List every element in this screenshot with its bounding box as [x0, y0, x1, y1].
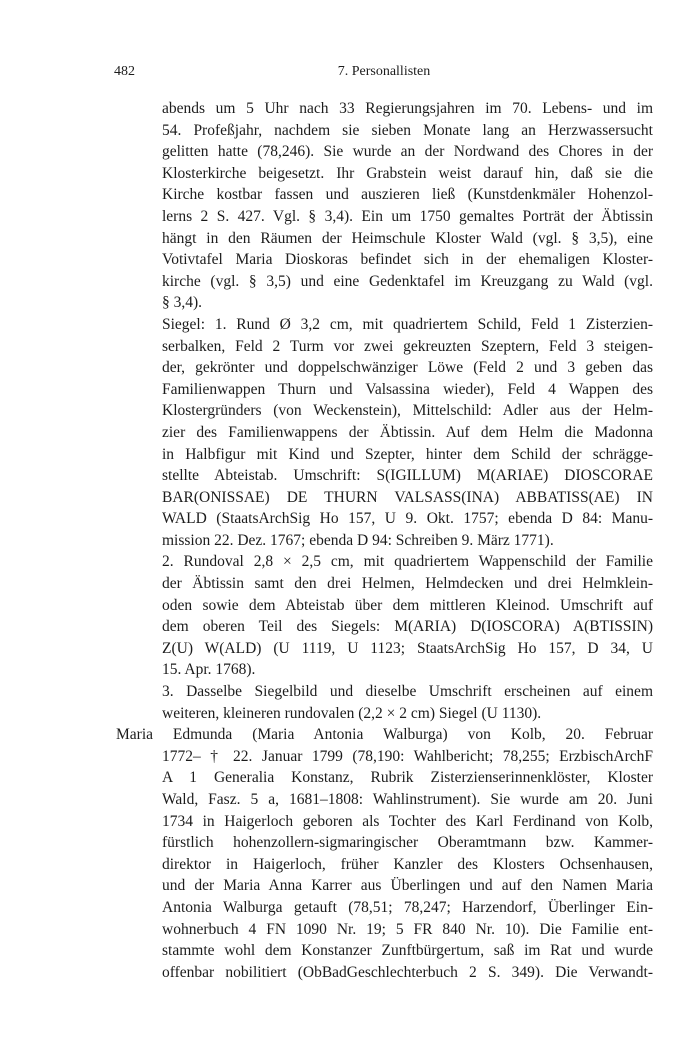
- text-line: stammte wohl dem Konstanzer Zunftbürgertum, saß im Rat und wurde: [162, 942, 653, 960]
- text-line: offenbar nobilitiert (ObBadGeschlechterbuch 2 S. 349). Die Verwandt-: [162, 963, 653, 981]
- text-line: 54. Profeßjahr, nachdem sie sieben Monate lang an Herzwassersucht: [162, 121, 653, 139]
- text-line: § 3,4).: [162, 294, 203, 312]
- text-line: der Äbtissin samt den drei Helmen, Helmdecken und drei Helmklein-: [162, 575, 653, 593]
- text-line: Siegel: 1. Rund Ø 3,2 cm, mit quadriertem Schild, Feld 1 Zisterzien-: [162, 315, 653, 333]
- text-line: Votivtafel Maria Dioskoras befindet sich in der ehemaligen Kloster-: [162, 251, 653, 269]
- text-line: dem oberen Teil des Siegels: M(ARIA) D(IOSCORA) A(BTISSIN): [162, 618, 653, 636]
- text-line: lerns 2 S. 427. Vgl. § 3,4). Ein um 1750 gemaltes Porträt der Äbtissin: [162, 207, 653, 225]
- text-line: oden sowie dem Abteistab über dem mittleren Kleinod. Umschrift auf: [162, 596, 653, 614]
- page-header: [114, 64, 654, 84]
- text-line: stellte Abteistab. Umschrift: S(IGILLUM) M(ARIAE) DIOSCORAE: [162, 467, 653, 485]
- text-line: Kirche kostbar fassen und auszieren ließ (Kunstdenkmäler Hohenzol-: [162, 186, 653, 204]
- text-line: direktor in Haigerloch, früher Kanzler des Klosters Ochsenhausen,: [162, 855, 653, 873]
- text-line: fürstlich hohenzollern-sigmaringischer Oberamtmann bzw. Kammer-: [162, 834, 653, 852]
- text-line: Klosterkirche beigesetzt. Ihr Grabstein weist darauf hin, daß sie die: [162, 164, 653, 182]
- text-line: 1772– † 22. Januar 1799 (78,190: Wahlbericht; 78,255; ErzbischArchF: [162, 747, 653, 765]
- text-line: A 1 Generalia Konstanz, Rubrik Zisterzienserinnenklöster, Kloster: [162, 769, 653, 787]
- text-line: Wald, Fasz. 5 a, 1681–1808: Wahlinstrument). Sie wurde am 20. Juni: [162, 791, 653, 808]
- running-head: 7. Personallisten: [337, 64, 431, 79]
- text-line: Z(U) W(ALD) (U 1119, U 1123; StaatsArchSig Ho 157, D 34, U: [162, 639, 653, 657]
- text-line: 2. Rundoval 2,8 × 2,5 cm, mit quadriertem Wappenschild der Familie: [162, 553, 653, 571]
- text-line: serbalken, Feld 2 Turm vor zwei gekreuzten Szeptern, Feld 3 steigen-: [162, 337, 653, 355]
- text-line: in Halbfigur mit Kind und Szepter, hinter dem Schild der schrägge-: [162, 445, 653, 463]
- text-line: abends um 5 Uhr nach 33 Regierungsjahren im 70. Lebens- und im: [162, 100, 653, 117]
- text-line: und der Maria Anna Karrer aus Überlingen und auf den Namen Maria: [162, 877, 653, 895]
- text-line: gelitten hatte (78,246). Sie wurde an der Nordwand des Chores in der: [162, 143, 653, 161]
- text-line: hängt in den Räumen der Heimschule Kloster Wald (vgl. § 3,5), eine: [162, 229, 653, 247]
- text-line: 15. Apr. 1768).: [162, 661, 256, 679]
- text-line: WALD (StaatsArchSig Ho 157, U 9. Okt. 1757; ebenda D 84: Manu-: [162, 510, 653, 528]
- page-number: 482: [114, 64, 135, 79]
- text-line: mission 22. Dez. 1767; ebenda D 94: Schreiben 9. März 1771).: [162, 531, 554, 549]
- text-line: 3. Dasselbe Siegelbild und dieselbe Umschrift erscheinen auf einem: [162, 683, 653, 701]
- text-line: Familienwappen Thurn und Valsassina wieder), Feld 4 Wappen des: [162, 380, 653, 398]
- text-line: BAR(ONISSAE) DE THURN VALSASS(INA) ABBATISS(AE) IN: [162, 488, 653, 506]
- entry-heading-line: Maria Edmunda (Maria Antonia Walburga) von Kolb, 20. Februar: [116, 726, 653, 744]
- text-line: 1734 in Haigerloch geboren als Tochter des Karl Ferdinand von Kolb,: [162, 812, 653, 830]
- text-line: kirche (vgl. § 3,5) und eine Gedenktafel im Kreuzgang zu Wald (vgl.: [162, 272, 653, 290]
- text-line: Antonia Walburga getauft (78,51; 78,247; Harzendorf, Überlinger Ein-: [162, 898, 653, 916]
- text-line: Klostergründers (von Weckenstein), Mittelschild: Adler aus der Helm-: [162, 402, 653, 420]
- text-line: der, gekrönter und doppelschwänziger Löwe (Feld 2 und 3 geben das: [162, 359, 653, 377]
- text-line: weiteren, kleineren rundovalen (2,2 × 2 cm) Siegel (U 1130).: [162, 704, 542, 722]
- text-line: wohnerbuch 4 FN 1090 Nr. 19; 5 FR 840 Nr. 10). Die Familie ent-: [162, 920, 653, 938]
- text-line: zier des Familienwappens der Äbtissin. Auf dem Helm die Madonna: [162, 423, 653, 441]
- body-text: [116, 98, 653, 983]
